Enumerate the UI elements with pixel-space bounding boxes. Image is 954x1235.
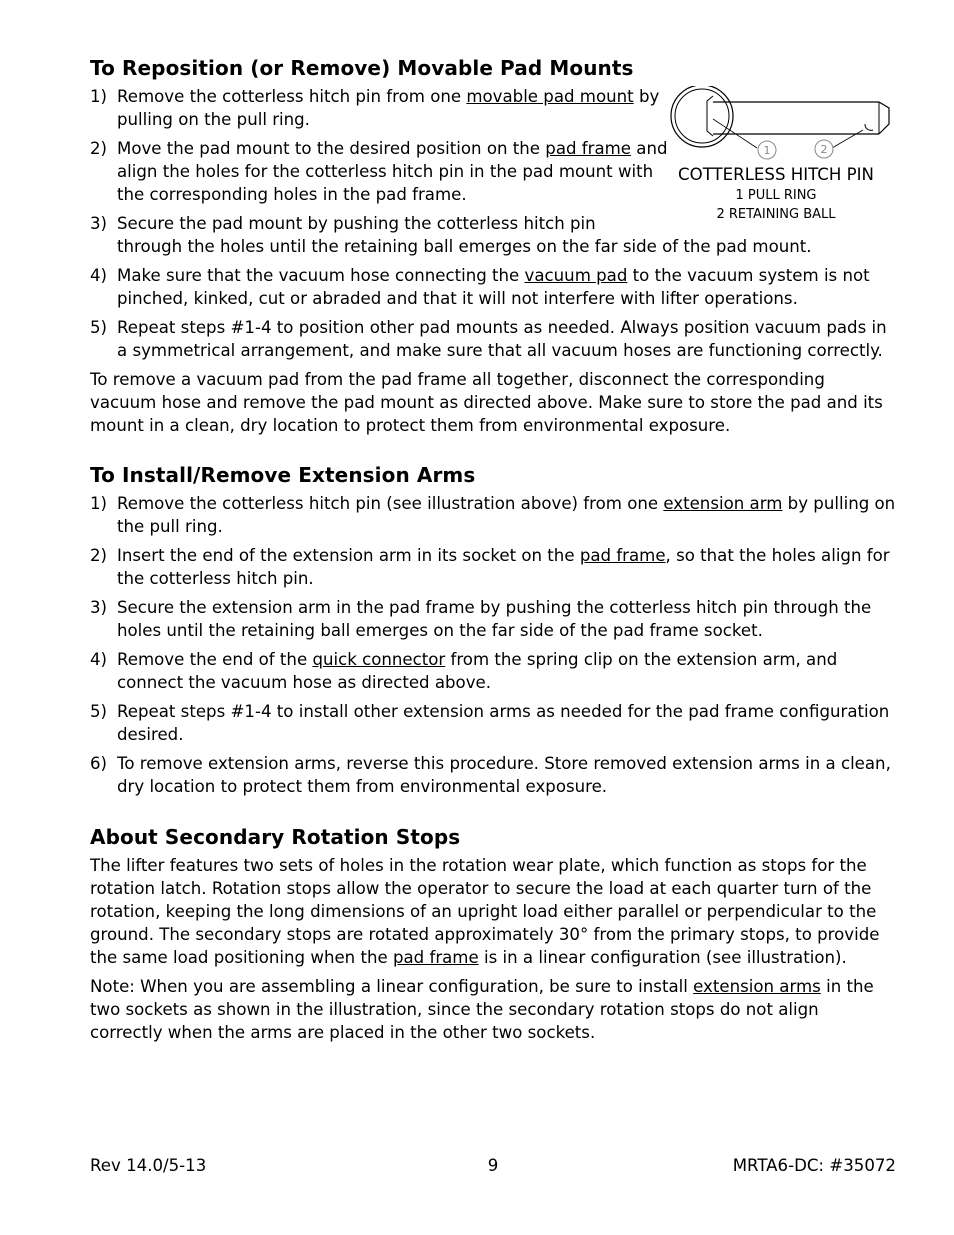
revision-label: Rev 14.0/5-13: [90, 1156, 207, 1175]
step-number: 6): [90, 754, 108, 773]
list-item: 1) Remove the cotterless hitch pin from one movable pad mount by pulling on the pull ring.: [90, 87, 660, 129]
document-id: MRTA6-DC: #35072: [732, 1156, 896, 1175]
list-item: 2) Insert the end of the extension arm in its socket on the pad frame, so that the holes align for the cotterless hitch pin.: [90, 546, 890, 588]
step-number: 3): [90, 214, 108, 233]
paragraph: To remove a vacuum pad from the pad frame all together, disconnect the corresponding vacuum hose and remove the pad mount as directed above. Make sure to store the pad and its mount in a clean, dry location to protect them from environmental exposure.: [90, 370, 883, 435]
list-item: 4) Remove the end of the quick connector from the spring clip on the extension arm, and connect the vacuum hose as directed above.: [90, 650, 838, 692]
step-number: 4): [90, 266, 108, 285]
section-extension-arms: [90, 463, 896, 798]
hitch-pin-drawing: [667, 86, 895, 162]
step-number: 1): [90, 494, 108, 513]
term-link: vacuum pad: [524, 266, 628, 285]
section-title: To Install/Remove Extension Arms: [90, 463, 476, 487]
list-item: 3) Secure the pad mount by pushing the cotterless hitch pin through the holes until the retaining ball emerges on the far side of the pad mount.: [90, 214, 812, 256]
paragraph: The lifter features two sets of holes in the rotation wear plate, which function as stops for the rotation latch. Rotation stops allow the operator to secure the load at each quarter turn of the rotation, keeping the long dimensions of an upright load either parallel or perpendicular to the ground. The secondary stops are rotated approximately 30° from the primary stops, to provide the same load positioning when the pad frame is in a linear configuration (see illustration).: [90, 856, 880, 967]
term-link: extension arms: [693, 977, 821, 996]
list-item: 1) Remove the cotterless hitch pin (see illustration above) from one extension arm by pulling on the pull ring.: [90, 494, 896, 536]
term-link: pad frame: [545, 139, 632, 158]
list-item: 5) Repeat steps #1-4 to position other pad mounts as needed. Always position vacuum pads in a symmetrical arrangement, and make sure that all vacuum hoses are functioning correctly.: [90, 318, 887, 360]
figure-title: COTTERLESS HITCH PIN: [678, 165, 874, 184]
step-number: 5): [90, 702, 108, 721]
svg-text:1: 1: [763, 144, 771, 157]
step-number: 1): [90, 87, 108, 106]
step-number: 2): [90, 546, 108, 565]
step-number: 3): [90, 598, 108, 617]
svg-text:2: 2: [820, 143, 828, 156]
term-link: pad frame: [392, 948, 479, 967]
list-item: 4) Make sure that the vacuum hose connecting the vacuum pad to the vacuum system is not pinched, kinked, cut or abraded and that it will not interfere with lifter operations.: [90, 266, 870, 308]
list-item: 5) Repeat steps #1-4 to install other extension arms as needed for the pad frame configuration desired.: [90, 702, 890, 744]
section-rotation-stops: [90, 825, 896, 1044]
page-number: 9: [487, 1156, 499, 1175]
section-title: To Reposition (or Remove) Movable Pad Mounts: [90, 56, 634, 80]
term-link: movable pad mount: [466, 87, 634, 106]
list-item: 2) Move the pad mount to the desired position on the pad frame and align the holes for the cotterless hitch pin in the pad mount with the corresponding holes in the pad frame.: [90, 139, 668, 204]
step-number: 4): [90, 650, 108, 669]
step-number: 5): [90, 318, 108, 337]
hitch-pin-figure: [665, 86, 895, 231]
section-title: About Secondary Rotation Stops: [90, 825, 461, 849]
figure-legend-item: 1 PULL RING: [735, 188, 817, 203]
term-link: extension arm: [663, 494, 783, 513]
figure-legend-item: 2 RETAINING BALL: [716, 207, 836, 222]
step-number: 2): [90, 139, 108, 158]
list-item: 6) To remove extension arms, reverse this procedure. Store removed extension arms in a clean, dry location to protect them from environmental exposure.: [90, 754, 891, 796]
step-list: [90, 492, 896, 798]
term-link: pad frame: [579, 546, 666, 565]
list-item: 3) Secure the extension arm in the pad frame by pushing the cotterless hitch pin through the holes until the retaining ball emerges on the far side of the pad frame socket.: [90, 598, 872, 640]
note-paragraph: Note: When you are assembling a linear configuration, be sure to install extension arms in the two sockets as shown in the illustration, since the secondary rotation stops do not align correctly when the arms are placed in the other two sockets.: [90, 977, 874, 1042]
term-link: quick connector: [312, 650, 446, 669]
